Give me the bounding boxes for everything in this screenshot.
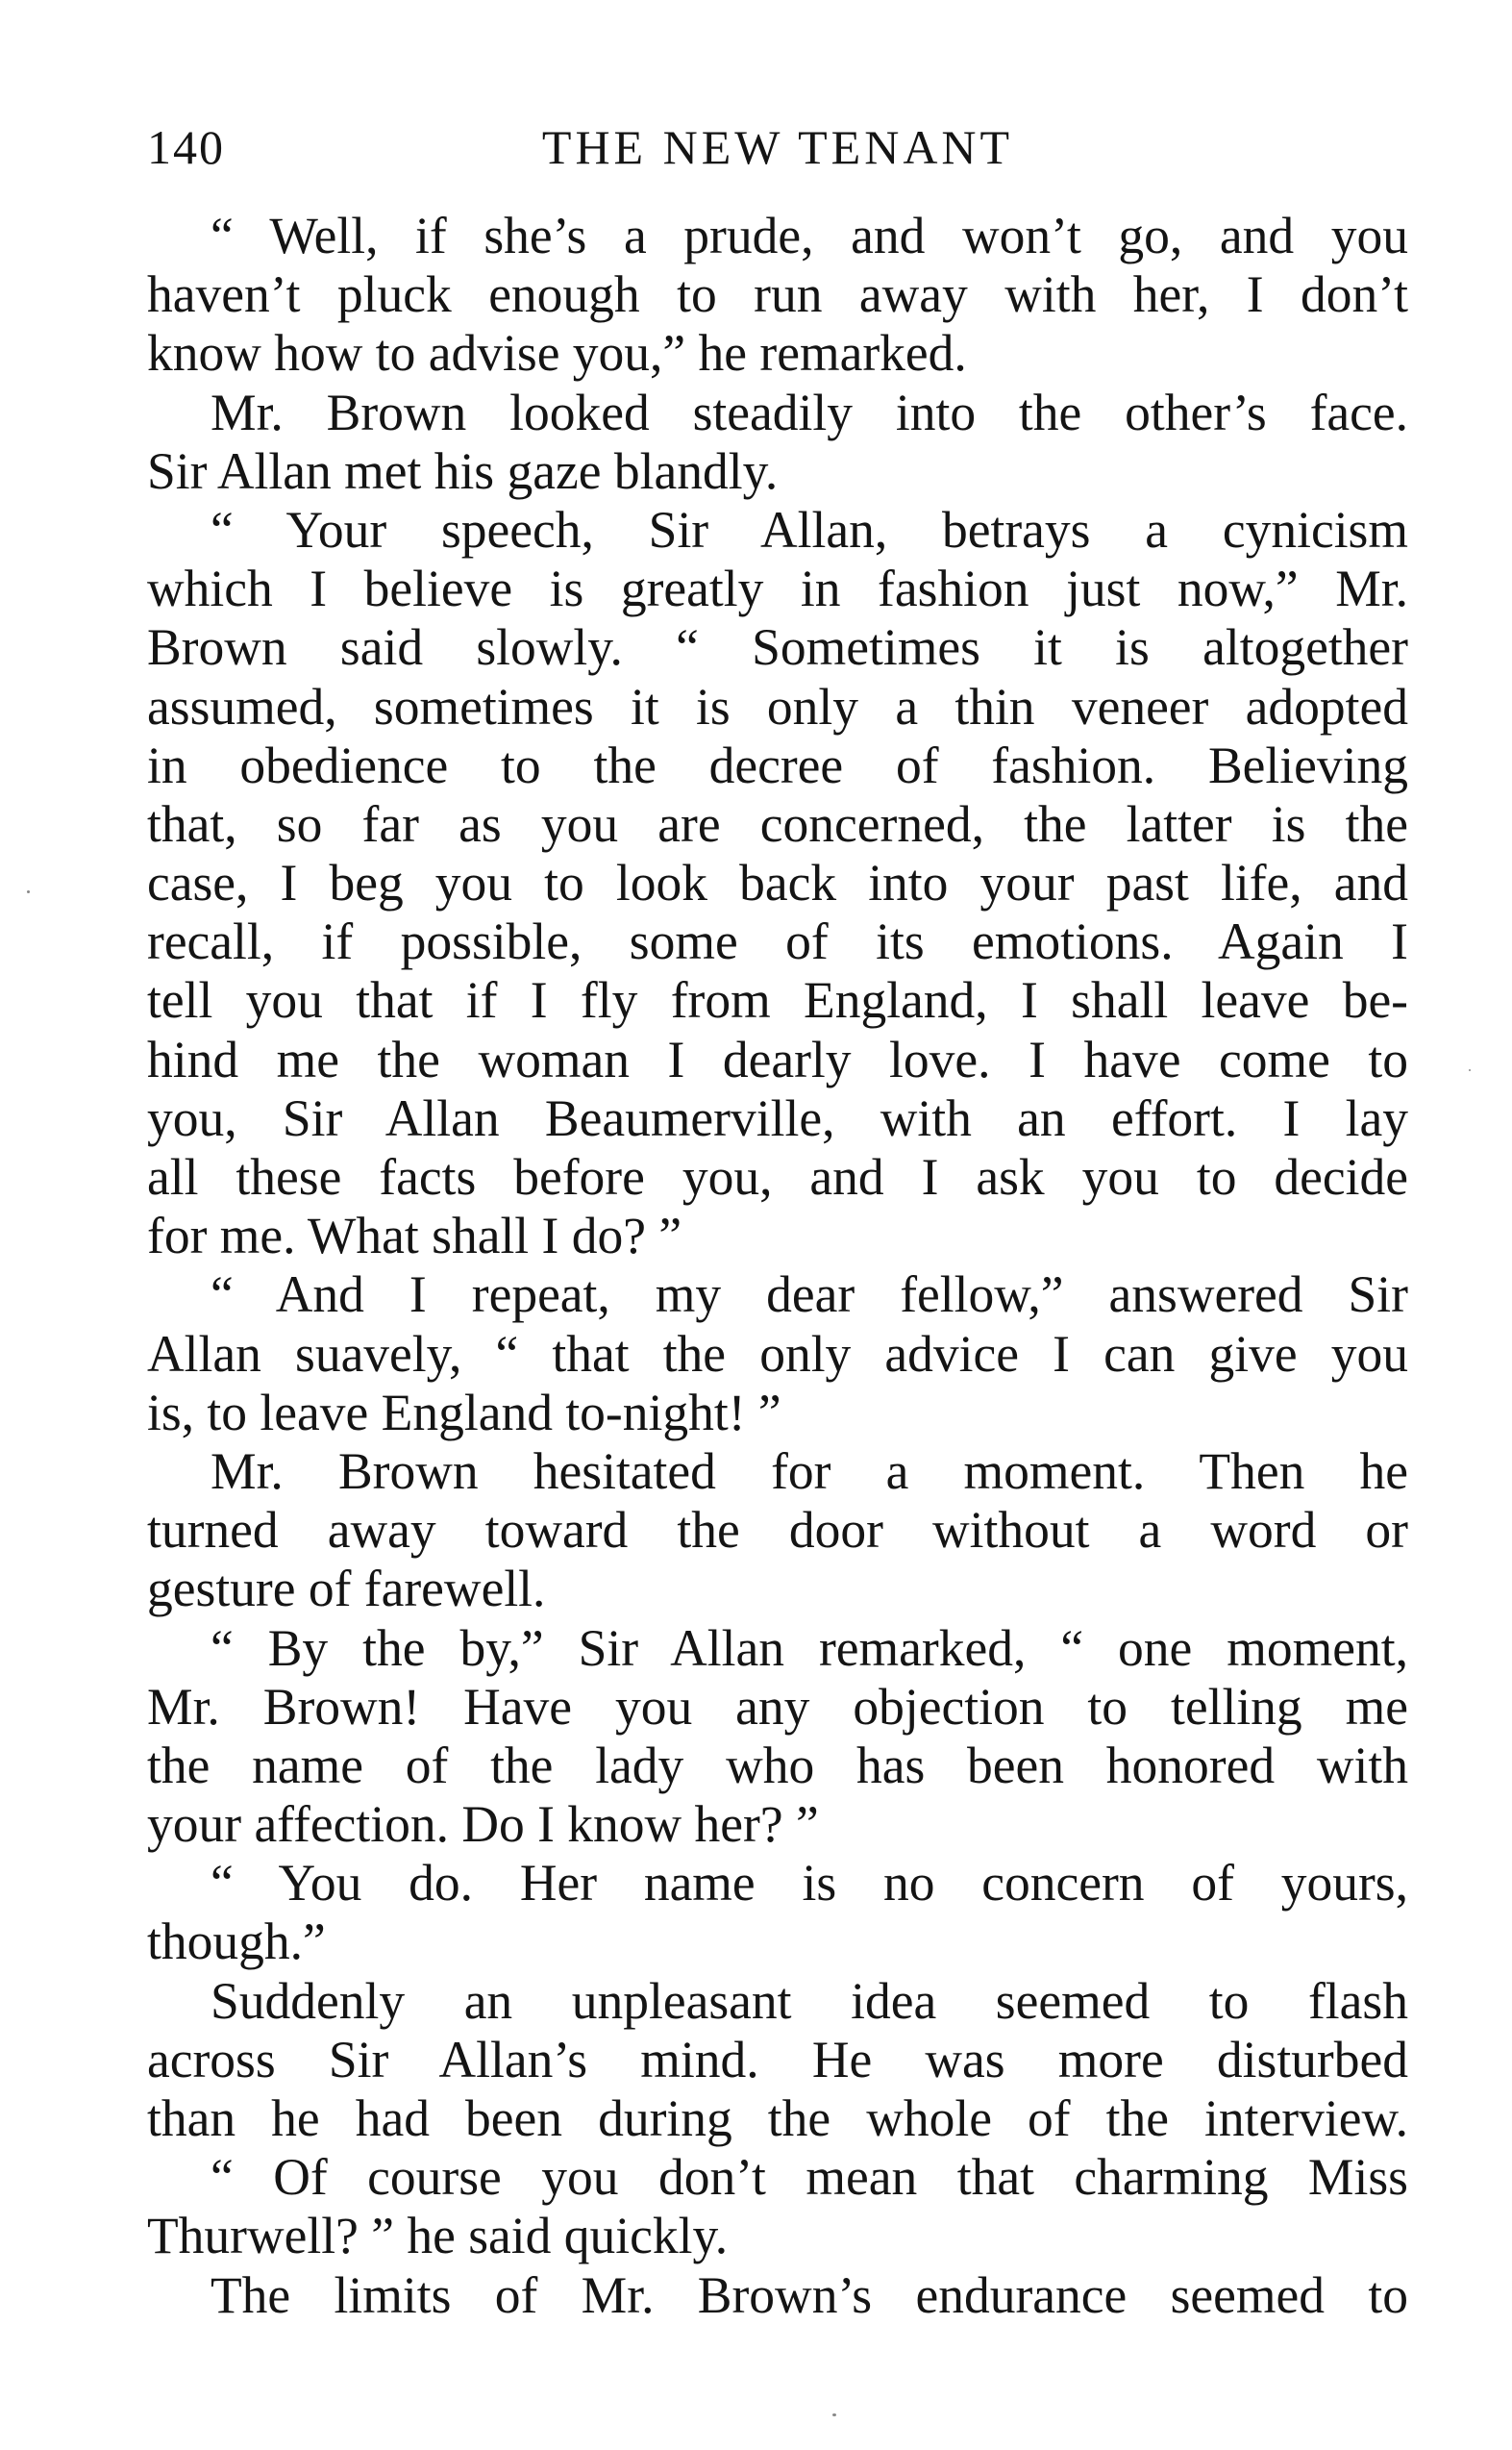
text-line: hind me the woman I dearly love. I have come to: [147, 1030, 1408, 1088]
text-line: turned away toward the door without a word or: [147, 1501, 1408, 1560]
text-line: “ You do. Her name is no concern of yours,: [211, 1854, 1408, 1912]
text-line: gesture of farewell.: [147, 1560, 546, 1618]
text-line: is, to leave England to-night! ”: [147, 1383, 781, 1441]
text-line: “ And I repeat, my dear fellow,” answered Sir: [211, 1265, 1408, 1324]
text-line: “ Your speech, Sir Allan, betrays a cynicism: [211, 500, 1408, 559]
text-line: which I believe is greatly in fashion just now,” Mr.: [147, 560, 1408, 618]
text-line: Allan suavely, “ that the only advice I can give you: [147, 1324, 1408, 1383]
text-line: “ Well, if she’s a prude, and won’t go, and you: [211, 207, 1408, 264]
text-line: “ Of course you don’t mean that charming Miss: [211, 2148, 1408, 2207]
text-line: that, so far as you are concerned, the latter is the: [147, 794, 1408, 853]
text-line: Mr. Brown! Have you any objection to telling me: [147, 1677, 1408, 1736]
text-line: the name of the lady who has been honored with: [147, 1736, 1408, 1794]
text-line: Thurwell? ” he said quickly.: [147, 2207, 729, 2265]
text-line: case, I beg you to look back into your past life, and: [147, 854, 1408, 912]
text-line: Brown said slowly. “ Sometimes it is altogether: [147, 618, 1408, 677]
text-line: Suddenly an unpleasant idea seemed to flash: [211, 1971, 1408, 2030]
text-line: Mr. Brown looked steadily into the other’s face.: [211, 383, 1408, 441]
running-title: THE NEW TENANT: [541, 120, 1014, 174]
paper-speck: [1469, 1069, 1471, 1071]
text-line: The limits of Mr. Brown’s endurance seemed to: [211, 2265, 1408, 2324]
text-line: all these facts before you, and I ask you to decide: [147, 1148, 1408, 1206]
text-line: “ By the by,” Sir Allan remarked, “ one moment,: [211, 1618, 1408, 1677]
body-text: [147, 207, 1408, 2325]
text-line: assumed, sometimes it is only a thin veneer adopted: [147, 677, 1408, 736]
text-line: you, Sir Allan Beaumerville, with an effort. I lay: [147, 1088, 1408, 1147]
text-line: across Sir Allan’s mind. He was more disturbed: [147, 2030, 1408, 2088]
text-line: in obedience to the decree of fashion. Believing: [147, 736, 1408, 794]
text-line: for me. What shall I do? ”: [147, 1207, 682, 1265]
paper-speck: [27, 890, 30, 893]
text-line: tell you that if I fly from England, I shall leave be-: [147, 971, 1408, 1030]
paper-speck: [832, 2413, 836, 2416]
text-line: recall, if possible, some of its emotions. Again I: [147, 912, 1408, 971]
page-number: 140: [147, 120, 225, 174]
text-line: though.”: [147, 1912, 326, 1971]
text-line: Sir Allan met his gaze blandly.: [147, 441, 779, 500]
text-line: know how to advise you,” he remarked.: [147, 324, 967, 383]
text-line: haven’t pluck enough to run away with her, I don’t: [147, 265, 1408, 324]
text-line: your affection. Do I know her? ”: [147, 1795, 819, 1854]
text-line: Mr. Brown hesitated for a moment. Then he: [211, 1441, 1408, 1500]
page-header: [147, 113, 1408, 181]
text-line: than he had been during the whole of the interview.: [147, 2089, 1408, 2147]
